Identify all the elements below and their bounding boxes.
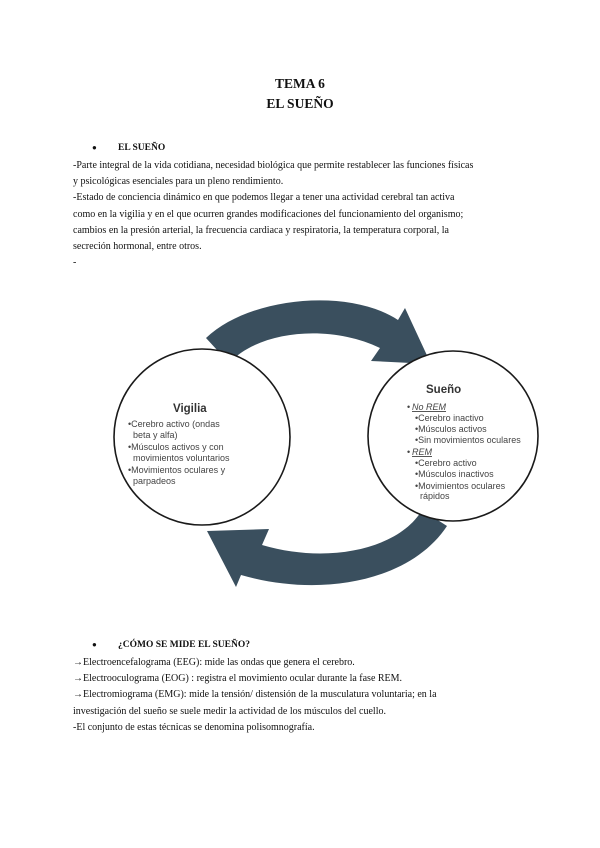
sueno-title: Sueño bbox=[426, 384, 462, 396]
text-line: →Electroencefalograma (EEG): mide las ondas que genera el cerebro. bbox=[73, 657, 355, 668]
sueno-arrow-marker: • bbox=[407, 447, 411, 457]
bottom-cycle-arrow bbox=[207, 510, 447, 587]
sueno-arrow-marker: • bbox=[407, 402, 411, 412]
text-line: -El conjunto de estas técnicas se denomina polisomnografía. bbox=[73, 721, 315, 733]
text-line: cambios en la presión arterial, la frecuencia cardiaca y respiratoria, la temperatura corporal, la bbox=[73, 224, 449, 236]
text-line: →Electrooculograma (EOG) : registra el movimiento ocular durante la fase REM. bbox=[73, 673, 403, 685]
sueno-no-rem-item: •Sin movimientos oculares bbox=[415, 435, 521, 445]
text-line: →Electromiograma (EMG): mide la tensión/ distensión de la musculatura voluntaria; en la bbox=[73, 689, 437, 701]
vigilia-line: •Movimientos oculares y bbox=[128, 465, 226, 475]
sueno-rem-item: •Cerebro activo bbox=[415, 458, 477, 468]
rem-label: REM bbox=[412, 447, 432, 457]
bullet-icon: ● bbox=[92, 640, 97, 649]
vigilia-line: •Músculos activos y con bbox=[128, 442, 224, 452]
page-title-line1: TEMA 6 bbox=[275, 76, 325, 91]
vigilia-title: Vigilia bbox=[173, 403, 207, 415]
text-line: investigación del sueño se suele medir la actividad de los músculos del cuello. bbox=[73, 705, 386, 717]
section1-heading: ● EL SUEÑO bbox=[92, 143, 166, 153]
text-line: como en la vigilia y en el que ocurren grandes modificaciones del funcionamiento del organismo; bbox=[73, 208, 464, 220]
vigilia-line: parpadeos bbox=[133, 476, 176, 486]
top-cycle-arrow bbox=[206, 300, 431, 364]
sueno-no-rem-item: •Músculos activos bbox=[415, 424, 487, 434]
text-line: -Parte integral de la vida cotidiana, necesidad biológica que permite restablecer las funciones físicas bbox=[73, 160, 474, 171]
vigilia-line: movimientos voluntarios bbox=[133, 453, 230, 463]
text-line: secreción hormonal, entre otros. bbox=[73, 241, 202, 253]
text-line: y psicológicas esenciales para un pleno rendimiento. bbox=[73, 176, 284, 188]
sueno-rem-item: •Movimientos oculares bbox=[415, 481, 506, 491]
sueno-no-rem-item: •Cerebro inactivo bbox=[415, 413, 484, 423]
sueno-rem-item: •Músculos inactivos bbox=[415, 469, 494, 479]
section2-body bbox=[73, 655, 543, 736]
section2-heading: ● ¿CÓMO SE MIDE EL SUEÑO? bbox=[92, 640, 250, 650]
sueno-rem-item: rápidos bbox=[420, 491, 450, 501]
text-line: -Estado de conciencia dinámico en que podemos llegar a tener una actividad cerebral tan activa bbox=[73, 192, 455, 204]
page-title-line2: EL SUEÑO bbox=[266, 96, 334, 111]
vigilia-line: beta y alfa) bbox=[133, 430, 178, 440]
vigilia-line: •Cerebro activo (ondas bbox=[128, 419, 220, 429]
bullet-icon: ● bbox=[92, 143, 97, 152]
no-rem-label: No REM bbox=[412, 402, 447, 412]
text-line: - bbox=[73, 257, 77, 269]
